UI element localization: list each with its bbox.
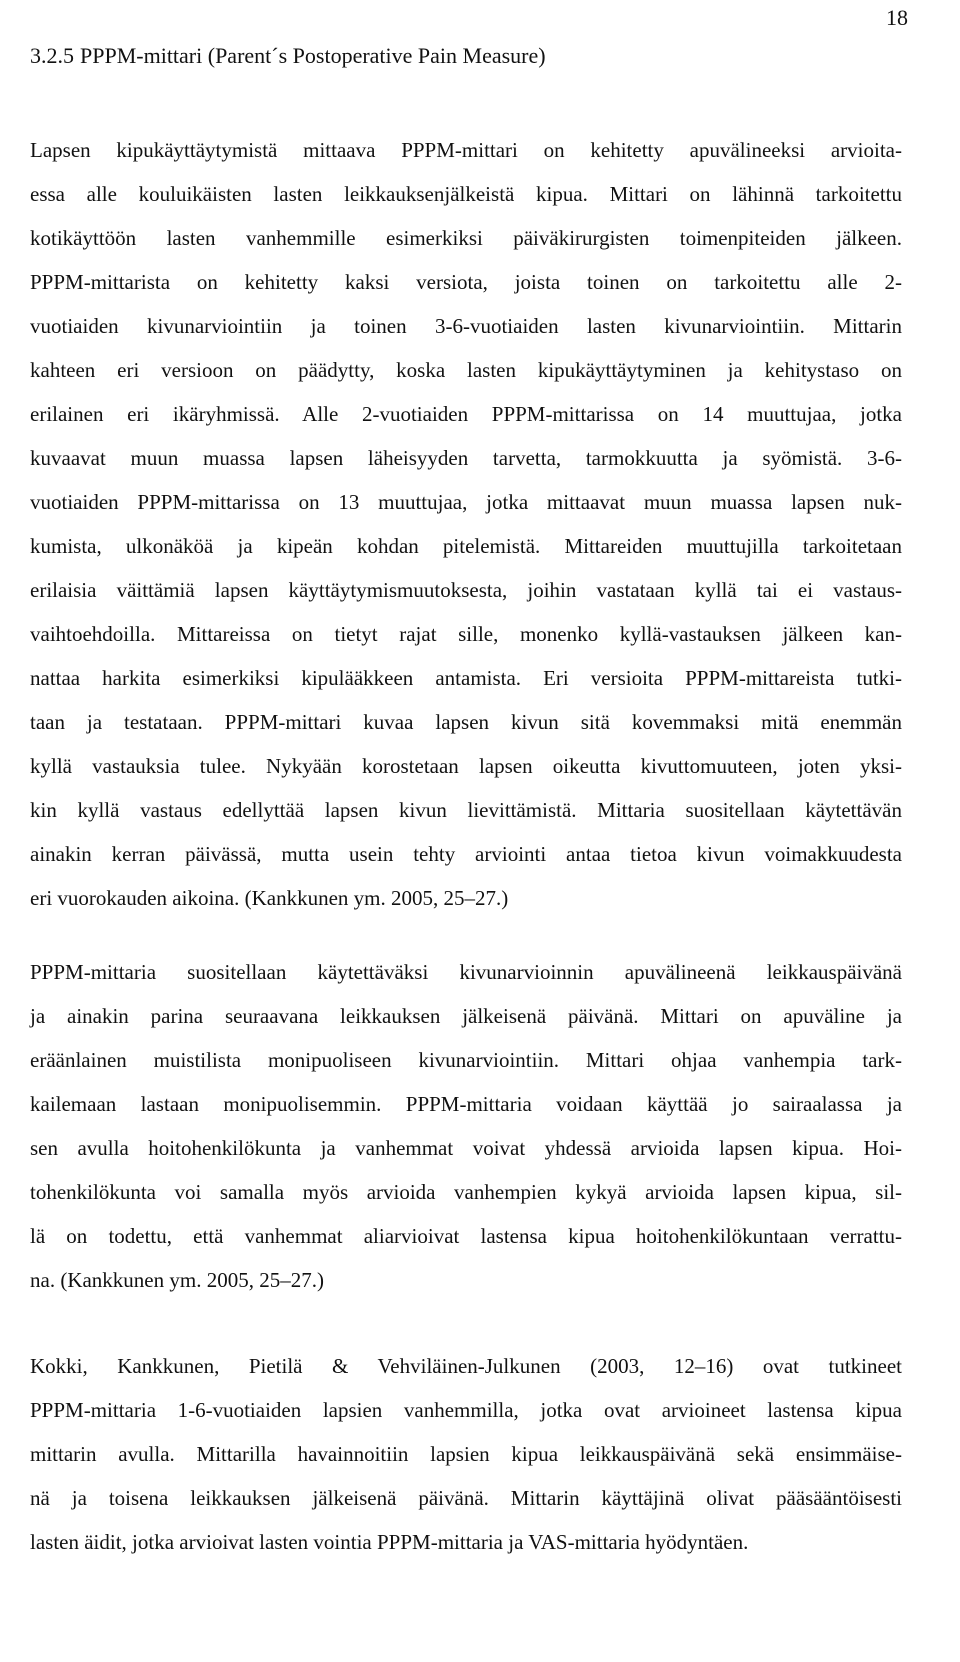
text-line: lä on todettu, että vanhemmat aliarvioivat lastensa kipua hoitohenkilökuntaan verrattu- <box>30 1224 902 1248</box>
text-line: kin kyllä vastaus edellyttää lapsen kivun lievittämistä. Mittaria suositellaan käytettävän <box>30 798 902 822</box>
text-line: kuvaavat muun muassa lapsen läheisyyden tarvetta, tarmokkuutta ja syömistä. 3-6- <box>30 446 902 470</box>
text-line: PPPM-mittaria 1-6-vuotiaiden lapsien vanhemmilla, jotka ovat arvioineet lastensa kipua <box>30 1398 902 1422</box>
text-line: nä ja toisena leikkauksen jälkeisenä päivänä. Mittarin käyttäjinä olivat pääsääntöisesti <box>30 1486 902 1510</box>
paragraph-1 <box>30 128 902 920</box>
text-line: ainakin kerran päivässä, mutta usein tehty arviointi antaa tietoa kivun voimakkuudesta <box>30 842 902 866</box>
text-line: PPPM-mittaria suositellaan käytettäväksi kivunarvioinnin apuvälineenä leikkauspäivänä <box>30 960 902 984</box>
text-line: Lapsen kipukäyttäytymistä mittaava PPPM-mittari on kehitetty apuvälineeksi arvioita- <box>30 138 902 162</box>
text-line: ja ainakin parina seuraavana leikkauksen jälkeisenä päivänä. Mittari on apuväline ja <box>30 1004 902 1028</box>
text-line: kahteen eri versioon on päädytty, koska lasten kipukäyttäytyminen ja kehitystaso on <box>30 358 902 382</box>
text-line: Kokki, Kankkunen, Pietilä & Vehviläinen-Julkunen (2003, 12–16) ovat tutkineet <box>30 1354 902 1378</box>
text-line: eräänlainen muistilista monipuoliseen kivunarviointiin. Mittari ohjaa vanhempia tark- <box>30 1048 902 1072</box>
text-line: PPPM-mittarista on kehitetty kaksi versiota, joista toinen on tarkoitettu alle 2- <box>30 270 902 294</box>
text-line: vuotiaiden PPPM-mittarissa on 13 muuttujaa, jotka mittaavat muun muassa lapsen nuk- <box>30 490 902 514</box>
text-line: erilainen eri ikäryhmissä. Alle 2-vuotiaiden PPPM-mittarissa on 14 muuttujaa, jotka <box>30 402 902 426</box>
text-line: vaihtoehdoilla. Mittareissa on tietyt rajat sille, monenko kyllä-vastauksen jälkeen kan- <box>30 622 902 646</box>
text-line: mittarin avulla. Mittarilla havainnoitiin lapsien kipua leikkauspäivänä sekä ensimmäise- <box>30 1442 902 1466</box>
text-line: kyllä vastauksia tulee. Nykyään korostetaan lapsen oikeutta kivuttomuuteen, joten yksi- <box>30 754 902 778</box>
text-line: na. (Kankkunen ym. 2005, 25–27.) <box>30 1268 324 1292</box>
text-line: lasten äidit, jotka arvioivat lasten vointia PPPM-mittaria ja VAS-mittaria hyödyntäen. <box>30 1530 749 1554</box>
paragraph-2 <box>30 950 902 1302</box>
paragraph-3 <box>30 1344 902 1564</box>
page-number: 18 <box>886 5 908 30</box>
text-line: erilaisia väittämiä lapsen käyttäytymismuutoksesta, joihin vastataan kyllä tai ei vastaus- <box>30 578 902 602</box>
text-line: sen avulla hoitohenkilökunta ja vanhemmat voivat yhdessä arvioida lapsen kipua. Hoi- <box>30 1136 902 1160</box>
text-line: taan ja testataan. PPPM-mittari kuvaa lapsen kivun sitä kovemmaksi mitä enemmän <box>30 710 902 734</box>
text-line: essa alle kouluikäisten lasten leikkauksenjälkeistä kipua. Mittari on lähinnä tarkoitettu <box>30 182 902 206</box>
text-line: tohenkilökunta voi samalla myös arvioida vanhempien kykyä arvioida lapsen kipua, sil- <box>30 1180 902 1204</box>
text-line: nattaa harkita esimerkiksi kipulääkkeen antamista. Eri versioita PPPM-mittareista tutki- <box>30 666 902 690</box>
text-line: kailemaan lastaan monipuolisemmin. PPPM-mittaria voidaan käyttää jo sairaalassa ja <box>30 1092 902 1116</box>
text-line: kumista, ulkonäköä ja kipeän kohdan pitelemistä. Mittareiden muuttujilla tarkoitetaan <box>30 534 902 558</box>
section-title: PPPM-mittari (Parent´s Postoperative Pain Measure) <box>80 43 546 68</box>
text-line: eri vuorokauden aikoina. (Kankkunen ym. 2005, 25–27.) <box>30 886 509 910</box>
section-heading <box>30 42 546 70</box>
section-number: 3.2.5 <box>30 43 74 68</box>
text-line: vuotiaiden kivunarviointiin ja toinen 3-6-vuotiaiden lasten kivunarviointiin. Mittarin <box>30 314 902 338</box>
text-line: kotikäyttöön lasten vanhemmille esimerkiksi päiväkirurgisten toimenpiteiden jälkeen. <box>30 226 902 250</box>
